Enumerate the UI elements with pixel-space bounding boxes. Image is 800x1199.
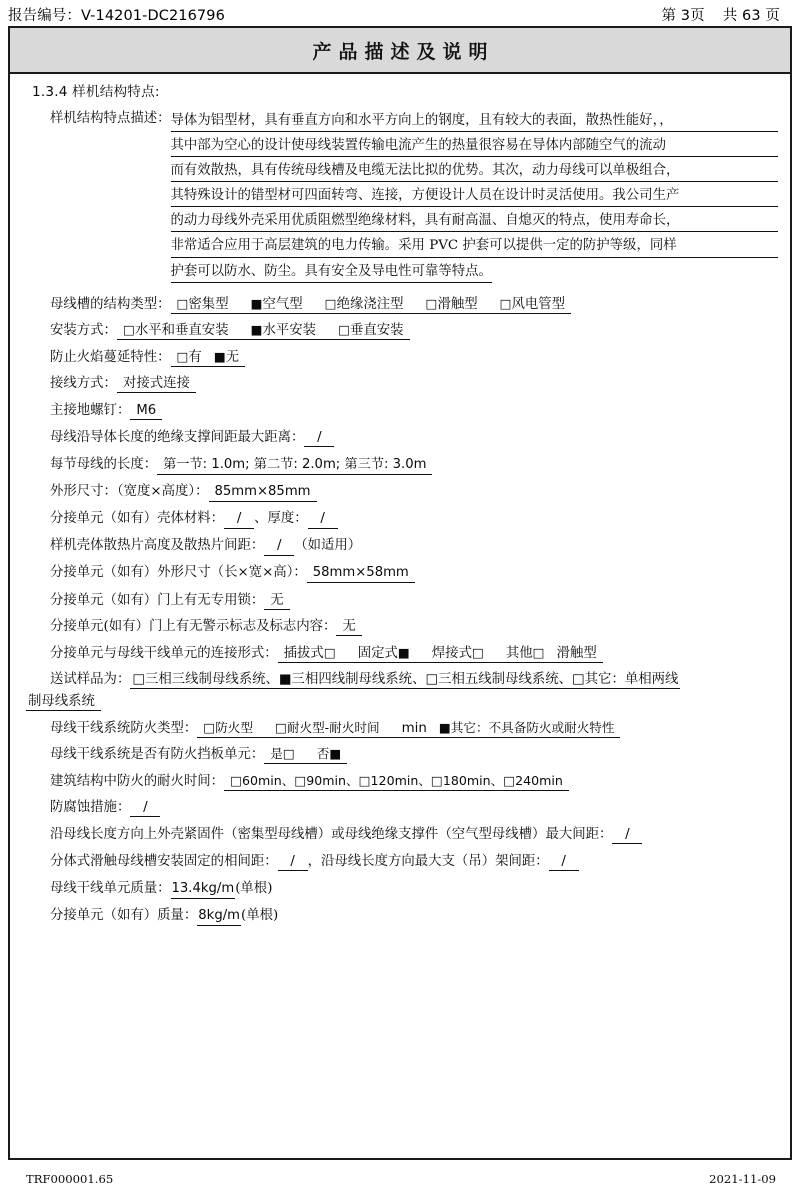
field-trunk-mass	[50, 881, 778, 899]
option-label: 无	[225, 349, 240, 365]
field-fire-type	[50, 721, 778, 738]
report-number	[8, 4, 225, 25]
field-tap-connection-form	[50, 646, 778, 663]
checkbox-fire-barrier-no[interactable]: 否■	[316, 746, 342, 762]
field-tap-unit-warning	[50, 619, 778, 636]
field-fastener-spacing-label: 沿母线长度方向上外壳紧固件（密集型母线槽）或母线绝缘支撑件（空气型母线槽）最大间距：	[50, 826, 613, 842]
field-tap-unit-lock	[50, 593, 778, 610]
field-tap-unit-warning-label: 分接单元(如有）门上有无警示标志及标志内容：	[50, 619, 337, 635]
field-section-lengths-label: 每节母线的长度：	[50, 456, 158, 472]
checkbox-install-vertical[interactable]: □	[338, 322, 350, 338]
description-line: 其中部为空心的设计使母线装置传输电流产生的热量很容易在导体内部随空气的流动	[171, 137, 778, 157]
field-outline-dimension-value[interactable]: 85mm×85mm	[209, 485, 317, 502]
option-label: 焊接式	[431, 645, 472, 661]
checkbox-connection-other[interactable]: □	[532, 644, 545, 660]
checkbox-fire-other[interactable]: ■其它：不具备防火或耐火特性	[438, 719, 615, 735]
field-sample-system-cont	[26, 694, 778, 711]
field-tap-unit-lock-value[interactable]: 无	[264, 593, 289, 610]
option-label: 水平和垂直安装	[134, 323, 229, 339]
option-label: 垂直安装	[349, 323, 404, 339]
checkbox-fire-180min[interactable]: □180min、	[430, 772, 504, 788]
field-structure-type	[50, 297, 778, 314]
field-flame-spread	[50, 350, 778, 367]
field-split-trolley-value-a[interactable]: /	[278, 854, 308, 871]
field-tap-mass-suffix: (单根)	[240, 908, 279, 924]
description-line: 其特殊设计的错型材可四面转弯、连接，方便设计人员在设计时灵活使用。我公司生产	[171, 187, 778, 207]
option-label: 水平安装	[262, 323, 317, 339]
field-fastener-spacing-value[interactable]: /	[612, 827, 642, 844]
field-insulation-support-value[interactable]: /	[304, 430, 334, 447]
checkbox-fire-90min[interactable]: □90min、	[294, 772, 359, 788]
option-label: 其他	[505, 645, 533, 661]
field-structure-type-label: 母线槽的结构类型：	[50, 296, 171, 312]
option-label: 绝缘浇注型	[336, 296, 404, 312]
field-anticorrosion-value[interactable]: /	[130, 800, 160, 817]
description-line: 非常适合应用于高层建筑的电力传输。采用 PVC 护套可以提供一定的防护等级，同样	[171, 237, 778, 257]
section-heading: 1.3.4 样机结构特点:	[32, 84, 160, 100]
option-label: 滑触型	[437, 296, 478, 312]
field-tap-mass	[50, 908, 778, 926]
field-tap-connection-form-label: 分接单元与母线干线单元的连接形式：	[50, 645, 278, 661]
page-indicator	[661, 4, 780, 25]
checkbox-connection-plug-in[interactable]: □	[323, 644, 336, 660]
field-wiring-mode-label: 接线方式：	[50, 376, 117, 392]
field-wiring-mode	[50, 376, 778, 393]
field-fin-height-label: 样机壳体散热片高度及散热片间距：	[50, 538, 265, 554]
field-sample-system-line2[interactable]: 制母线系统	[26, 694, 101, 711]
field-sample-system-line1[interactable]: □三相三线制母线系统、■三相四线制母线系统、□三相五线制母线系统、□其它：单相两线	[132, 672, 679, 688]
field-insulation-support	[50, 430, 778, 447]
checkbox-structure-cast-resin[interactable]: □	[324, 295, 337, 311]
field-tap-shell-thickness-label: 、厚度：	[254, 511, 308, 527]
field-anticorrosion	[50, 800, 778, 817]
description-line: 的动力母线外壳采用优质阻燃型绝缘材料，具有耐高温、自熄灭的特点，使用寿命长，	[171, 212, 778, 232]
field-fire-barrier-label: 母线干线系统是否有防火挡板单元：	[50, 747, 265, 763]
field-split-trolley	[50, 854, 778, 871]
field-ground-screw-label: 主接地螺钉：	[50, 402, 131, 418]
field-fin-height-suffix: （如适用）	[294, 538, 362, 554]
field-fastener-spacing	[50, 827, 778, 844]
page-header	[8, 2, 792, 26]
checkbox-fire-240min[interactable]: □240min	[503, 772, 563, 788]
field-outline-dimension	[50, 484, 778, 502]
field-tap-unit-dimension	[50, 565, 778, 583]
field-ground-screw	[50, 403, 778, 421]
form-block	[28, 110, 778, 926]
field-building-fire-time-label: 建筑结构中防火的耐火时间：	[50, 773, 225, 789]
description-line: 护套可以防水、防尘。具有安全及导电性可靠等特点。	[171, 263, 492, 283]
content-frame	[8, 26, 792, 1160]
page-footer	[26, 1172, 776, 1186]
checkbox-fireproof-type[interactable]: □防火型	[203, 719, 253, 735]
field-section-lengths	[50, 457, 778, 475]
field-section-lengths-value[interactable]: 第一节: 1.0m; 第二节: 2.0m; 第三节: 3.0m	[157, 458, 432, 475]
field-install-mode-label: 安装方式：	[50, 323, 117, 339]
checkbox-structure-air[interactable]: ■	[250, 295, 263, 311]
page-current: 第 3页	[661, 7, 705, 24]
field-outline-dimension-label: 外形尺寸：（宽度×高度）：	[50, 484, 209, 500]
field-tap-mass-label: 分接单元（如有）质量：	[50, 908, 198, 924]
option-label: 空气型	[262, 296, 303, 312]
checkbox-structure-dense[interactable]: □	[176, 295, 189, 311]
body-area	[10, 74, 790, 926]
field-tap-unit-lock-label: 分接单元（如有）门上有无专用锁：	[50, 592, 265, 608]
field-fin-height	[50, 538, 778, 555]
field-split-trolley-label-b: ，沿母线长度方向最大支（吊）架间距：	[307, 853, 549, 869]
checkbox-structure-trolley[interactable]: □	[425, 295, 438, 311]
checkbox-flame-no[interactable]: ■	[213, 348, 226, 364]
field-sample-system-label: 送试样品为：	[50, 672, 131, 688]
option-label: 密集型	[188, 296, 229, 312]
option-label: 固定式	[357, 645, 398, 661]
description-line: 导体为铝型材，具有垂直方向和水平方向上的钢度，且有较大的表面，散热性能好，，	[171, 112, 778, 132]
description-line: 而有效散热，具有传统母线槽及电缆无法比拟的优势。其次，动力母线可以单极组合，	[171, 162, 778, 182]
field-flame-spread-label: 防止火焰蔓延特性：	[50, 349, 171, 365]
checkbox-connection-welded[interactable]: □	[471, 644, 484, 660]
page-total: 共 63 页	[722, 7, 780, 24]
field-split-trolley-label-a: 分体式滑触母线槽安装固定的相间距：	[50, 853, 278, 869]
field-tap-shell-material-value[interactable]: /	[224, 511, 254, 528]
field-fire-barrier	[50, 747, 778, 764]
field-tap-shell-thickness-value[interactable]: /	[308, 511, 338, 528]
checkbox-connection-fixed[interactable]: ■	[397, 644, 410, 660]
report-number-label: 报告编号：	[8, 7, 81, 24]
structure-description	[50, 112, 778, 288]
field-tap-unit-dimension-value[interactable]: 58mm×58mm	[307, 566, 415, 583]
fire-time-unit: min	[401, 720, 427, 736]
field-building-fire-time	[50, 774, 778, 791]
field-fin-height-value[interactable]: /	[264, 538, 294, 555]
option-label-trailing: 滑触型	[556, 645, 597, 661]
checkbox-fire-barrier-yes[interactable]: 是□	[270, 746, 295, 762]
field-tap-shell-material	[50, 511, 778, 528]
option-label: 有	[188, 349, 202, 365]
field-sample-system	[50, 672, 778, 689]
field-install-mode	[50, 323, 778, 340]
field-fire-type-label: 母线干线系统防火类型：	[50, 720, 198, 736]
footer-date: 2021-11-09	[709, 1172, 776, 1186]
field-tap-unit-dimension-label: 分接单元（如有）外形尺寸（长×宽×高）：	[50, 565, 307, 581]
field-tap-mass-value[interactable]: 8kg/m	[197, 909, 241, 926]
field-insulation-support-label: 母线沿导体长度的绝缘支撑间距最大距离：	[50, 429, 305, 445]
field-ground-screw-value[interactable]: M6	[130, 404, 162, 421]
field-tap-unit-warning-value[interactable]: 无	[336, 619, 361, 636]
field-trunk-mass-label: 母线干线单元质量：	[50, 880, 171, 896]
field-trunk-mass-value[interactable]: 13.4kg/m	[171, 882, 236, 899]
checkbox-fire-60min[interactable]: □60min、	[230, 772, 295, 788]
field-split-trolley-value-b[interactable]: /	[549, 854, 579, 871]
page-title: 产品描述及说明	[312, 40, 495, 63]
checkbox-install-horizontal[interactable]: ■	[250, 322, 263, 338]
structure-description-label: 样机结构特点描述：	[50, 110, 171, 126]
checkbox-install-horizontal-vertical[interactable]: □	[122, 322, 135, 338]
checkbox-structure-wind-tube[interactable]: □	[499, 295, 512, 311]
section-title-band	[10, 28, 790, 74]
field-trunk-mass-suffix: (单根)	[235, 880, 273, 896]
checkbox-fire-resistant-type[interactable]: □耐火型-耐火时间	[274, 719, 380, 735]
field-anticorrosion-label: 防腐蚀措施：	[50, 800, 131, 816]
field-tap-shell-material-label: 分接单元（如有）壳体材料：	[50, 511, 225, 527]
structure-description-body	[171, 112, 778, 288]
field-wiring-mode-value[interactable]: 对接式连接	[117, 376, 196, 393]
checkbox-fire-120min[interactable]: □120min、	[358, 772, 431, 788]
option-label: 风电管型	[511, 296, 566, 312]
option-label: 插拔式	[283, 645, 324, 661]
report-number-value: V-14201-DC216796	[81, 7, 225, 24]
checkbox-flame-yes[interactable]: □	[176, 348, 189, 364]
footer-doc-code: TRF000001.65	[26, 1172, 114, 1186]
